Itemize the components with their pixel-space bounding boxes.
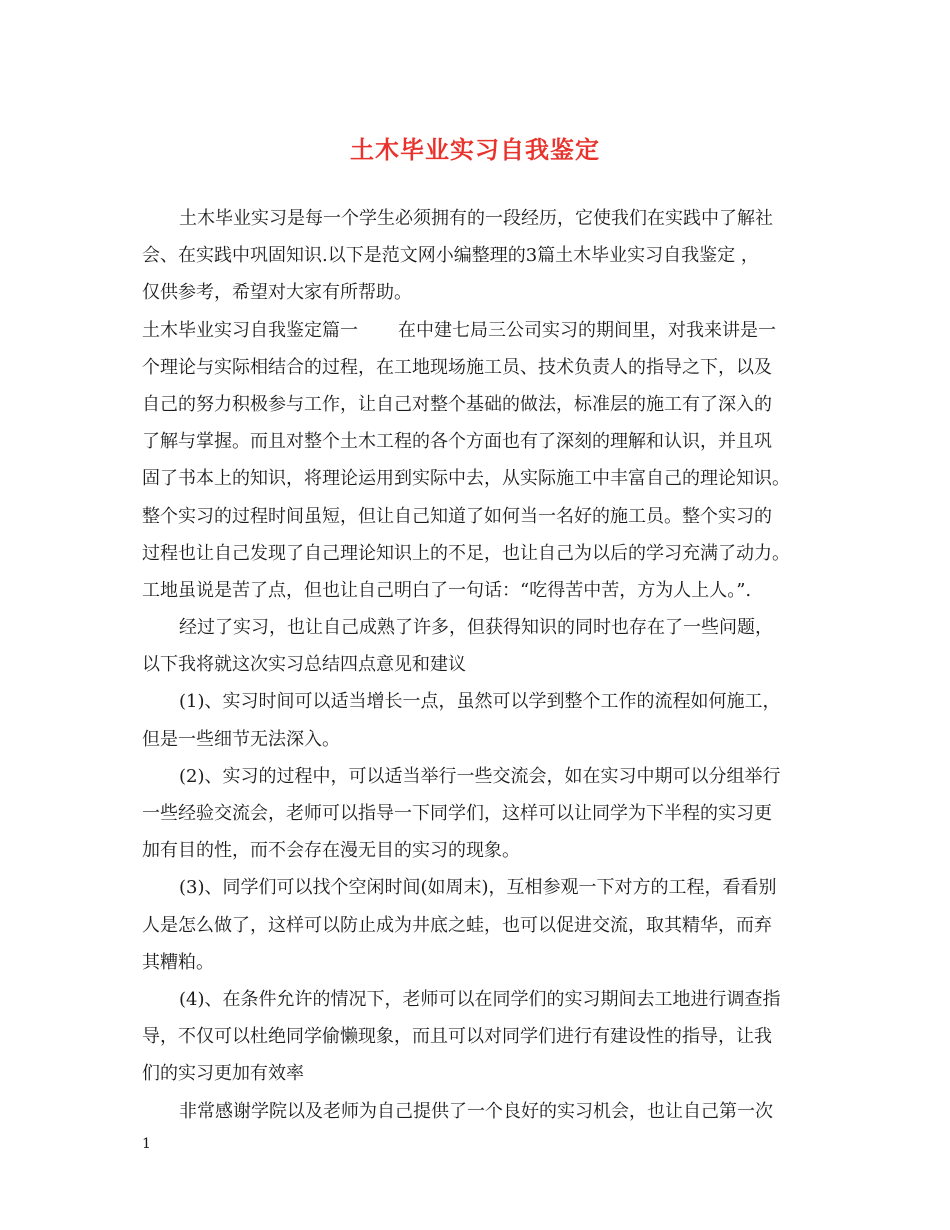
- paragraph-line: (4)、在条件允许的情况下，老师可以在同学们的实习期间去工地进行调查指: [179, 988, 781, 1010]
- paragraph-line: 仅供参考，希望对大家有所帮助。: [142, 282, 412, 304]
- paragraph-line: 土木毕业实习是每一个学生必须拥有的一段经历，它使我们在实践中了解社: [179, 208, 773, 229]
- paragraph-line: 们的实习更加有效率: [142, 1063, 304, 1085]
- paragraph-line: 经过了实习，也让自己成熟了许多，但获得知识的同时也存在了一些问题，: [179, 617, 773, 639]
- paragraph-line: (3)、同学们可以找个空闲时间(如周末)，互相参观一下对方的工程，看看别: [179, 877, 777, 899]
- paragraph-line: 其糟粕。: [142, 951, 214, 973]
- paragraph-line: 以下我将就这次实习总结四点意见和建议: [142, 654, 466, 676]
- paragraph-line: (2)、实习的过程中，可以适当举行一些交流会，如在实习中期可以分组举行: [179, 765, 781, 787]
- paragraph-line: 自己的努力积极参与工作，让自己对整个基础的做法，标准层的施工有了深入的: [142, 393, 772, 415]
- paragraph-line: 过程也让自己发现了自己理论知识上的不足，也让自己为以后的学习充满了动力。: [142, 542, 790, 564]
- paragraph-line: 但是一些细节无法深入。: [142, 728, 340, 750]
- page-number: 1: [142, 1136, 151, 1152]
- paragraph-line: 一些经验交流会，老师可以指导一下同学们，这样可以让同学为下半程的实习更: [142, 803, 772, 824]
- paragraph-line: 非常感谢学院以及老师为自己提供了一个良好的实习机会，也让自己第一次: [179, 1100, 773, 1122]
- paragraph-line: 会、在实践中巩固知识.以下是范文网小编整理的3篇土木毕业实习自我鉴定 ，: [142, 245, 759, 267]
- paragraph-line: (1)、实习时间可以适当增长一点，虽然可以学到整个工作的流程如何施工，: [179, 691, 781, 713]
- paragraph-line: 固了书本上的知识，将理论运用到实际中去，从实际施工中丰富自己的理论知识。: [142, 468, 790, 490]
- paragraph-text: 在中建七局三公司实习的期间里，对我来讲是一: [398, 319, 776, 341]
- paragraph-line: 了解与掌握。而且对整个土木工程的各个方面也有了深刻的理解和认识，并且巩: [142, 431, 772, 453]
- paragraph-line: 导，不仅可以杜绝同学偷懒现象，而且可以对同学们进行有建设性的指导，让我: [142, 1026, 772, 1048]
- paragraph-line: 加有目的性，而不会存在漫无目的实习的现象。: [142, 840, 520, 862]
- document-title: 土木毕业实习自我鉴定: [350, 135, 600, 164]
- section-heading-line: [142, 312, 812, 349]
- paragraph-line: 工地虽说是苦了点，但也让自己明白了一句话：“吃得苦中苦，方为人上人。”.: [142, 579, 752, 601]
- paragraph-line: 整个实习的过程时间虽短，但让自己知道了如何当一名好的施工员。整个实习的: [142, 505, 772, 527]
- paragraph-line: 个理论与实际相结合的过程，在工地现场施工员、技术负责人的指导之下，以及: [142, 356, 772, 378]
- document-body: [142, 200, 812, 1130]
- paragraph-line: 人是怎么做了，这样可以防止成为井底之蛙，也可以促进交流，取其精华，而弃: [142, 914, 772, 936]
- section-heading: 土木毕业实习自我鉴定篇一: [142, 319, 358, 341]
